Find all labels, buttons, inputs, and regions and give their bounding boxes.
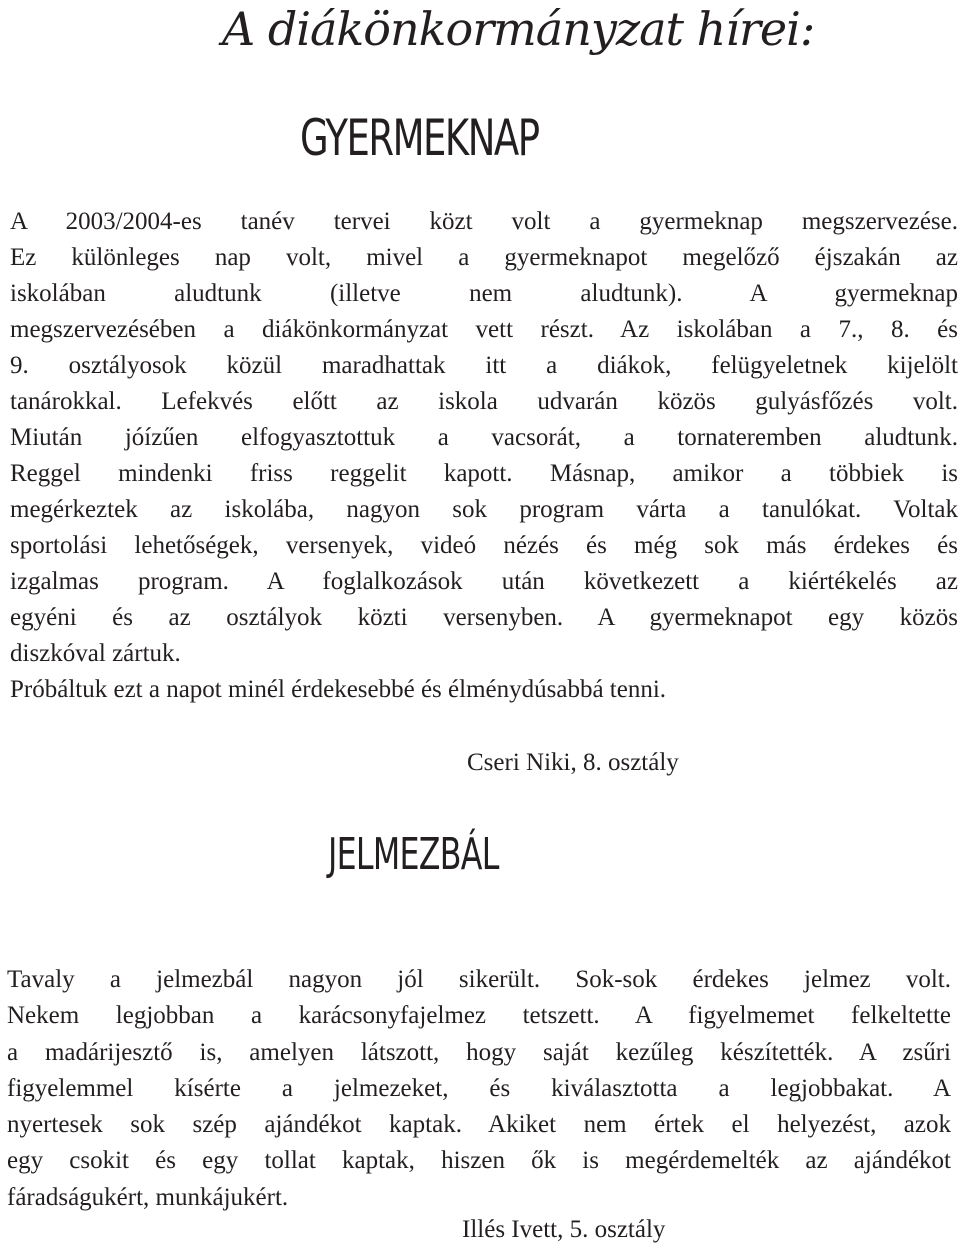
article-body-jelmezbal	[7, 962, 951, 1216]
article-line: nyertesek sok szép ajándékot kaptak. Akiket nem értek el helyezést, azok	[7, 1111, 951, 1139]
article-line: a madárijesztő is, amelyen látszott, hogy saját kezűleg készítették. A zsűri	[7, 1038, 951, 1066]
article-line: sportolási lehetőségek, versenyek, videó nézés és még sok más érdekes és	[10, 532, 958, 559]
article-line: A 2003/2004-es tanév tervei közt volt a gyermeknap megszervezése.	[10, 208, 958, 235]
article-line: megszervezésében a diákönkormányzat vett részt. Az iskolában a 7., 8. és	[10, 316, 958, 343]
article-line: tanárokkal. Lefekvés előtt az iskola udvarán közös gulyásfőzés volt.	[10, 388, 958, 415]
article-body-gyermeknap	[10, 204, 958, 708]
article-line: Miután jóízűen elfogyasztottuk a vacsorát, a tornateremben aludtunk.	[10, 424, 958, 451]
article-signature-gyermeknap: Cseri Niki, 8. osztály	[467, 749, 679, 776]
article-line: Nekem legjobban a karácsonyfajelmez tetszett. A figyelmemet felkeltette	[7, 1002, 951, 1030]
article-line: fáradságukért, munkájukért.	[7, 1183, 289, 1211]
article-line: Próbáltuk ezt a napot minél érdekesebbé és élménydúsabbá tenni.	[10, 676, 667, 703]
article-line: egyéni és az osztályok közti versenyben. A gyermeknapot egy közös	[10, 604, 958, 631]
page-heading: A diákönkormányzat hírei:	[222, 2, 815, 56]
article-line: iskolában aludtunk (illetve nem aludtunk). A gyermeknap	[10, 280, 958, 307]
article-line: figyelemmel kísérte a jelmezeket, és kiválasztotta a legjobbakat. A	[7, 1074, 951, 1102]
article-line: 9. osztályosok közül maradhattak itt a diákok, felügyeletnek kijelölt	[10, 352, 958, 379]
article-title-gyermeknap: GYERMEKNAP	[300, 109, 539, 167]
article-line: Reggel mindenki friss reggelit kapott. Másnap, amikor a többiek is	[10, 460, 958, 487]
article-line: Ez különleges nap volt, mivel a gyermeknapot megelőző éjszakán az	[10, 244, 958, 271]
article-signature-jelmezbal: Illés Ivett, 5. osztály	[462, 1216, 666, 1243]
article-line: egy csokit és egy tollat kaptak, hiszen ők is megérdemelték az ajándékot	[7, 1147, 951, 1175]
article-line: megérkeztek az iskolába, nagyon sok program várta a tanulókat. Voltak	[10, 496, 958, 523]
article-line: izgalmas program. A foglalkozások után következett a kiértékelés az	[10, 568, 958, 595]
article-title-jelmezbal: JELMEZBÁL	[328, 829, 499, 880]
article-line: Tavaly a jelmezbál nagyon jól sikerült. Sok-sok érdekes jelmez volt.	[7, 966, 951, 993]
article-line: diszkóval zártuk.	[10, 640, 181, 667]
